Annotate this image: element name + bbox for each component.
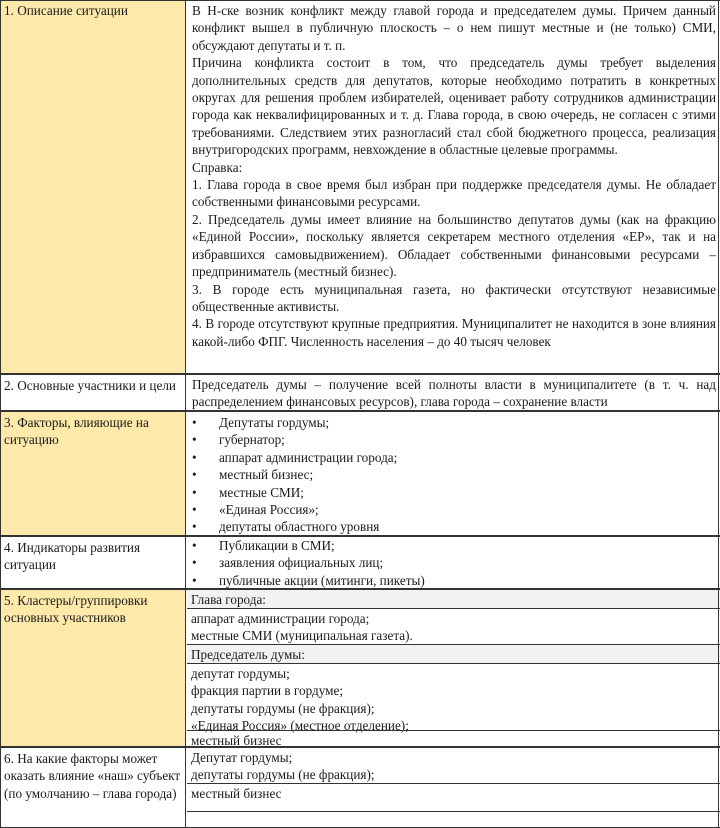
list-item: • местные СМИ; bbox=[192, 484, 304, 500]
cluster-member: аппарат администрации города; bbox=[191, 611, 370, 626]
row-divider bbox=[0, 373, 720, 375]
list-item: • «Единая Россия»; bbox=[192, 502, 319, 518]
clusters bbox=[187, 590, 720, 747]
table-row bbox=[0, 0, 720, 374]
reference-item: 1. Глава города в свое время был избран при поддержке председателя думы. Не обладает собственными финансовыми ресурсами. bbox=[192, 177, 716, 210]
cluster-member: «Единая Россия» (местное отделение); bbox=[191, 718, 409, 734]
bullet-icon: • bbox=[192, 519, 197, 535]
cluster-member: местный бизнес bbox=[191, 733, 282, 748]
cluster-member: депутат гордумы; bbox=[191, 666, 290, 681]
bullet-icon: • bbox=[192, 538, 197, 553]
list-item: • публичные акции (митинги, пикеты) bbox=[192, 572, 425, 588]
bullet-icon: • bbox=[192, 484, 197, 500]
bullet-icon: • bbox=[192, 502, 197, 518]
bullet-icon: • bbox=[192, 449, 197, 465]
bullet-icon: • bbox=[192, 415, 197, 430]
cluster-members bbox=[187, 609, 720, 644]
cluster-head: Председатель думы: bbox=[187, 645, 720, 663]
bullet-icon: • bbox=[192, 467, 197, 483]
bullet-icon: • bbox=[192, 572, 197, 588]
table-row bbox=[0, 375, 720, 411]
factors-list bbox=[187, 412, 720, 536]
reference-item: 2. Председатель думы имеет влияние на большинство депутатов думы (как на фракцию «Единой России», поскольку является секретарем местного отделения «ЕР», так и на избравшихся самовыдвижением). Обладает собственными финансовыми ресурсами – предприниматель (местный бизнес). bbox=[192, 211, 716, 280]
row-label: 5. Кластеры/группировки основных участников bbox=[0, 590, 186, 747]
list-item: • местный бизнес; bbox=[192, 467, 314, 483]
list-item: • губернатор; bbox=[192, 432, 285, 448]
paragraph: В Н-ске возник конфликт между главой города и председателем думы. Причем данный конфликт вышел в публичную плоскость – о нем пишут местные и (не только) СМИ, обсуждают депутаты и т. п. bbox=[192, 3, 716, 53]
influence-factors bbox=[187, 748, 720, 828]
row-label: 4. Индикаторы развития ситуации bbox=[0, 537, 186, 589]
indicators-list bbox=[187, 537, 720, 589]
row-label: 3. Факторы, влияющие на ситуацию bbox=[0, 412, 186, 536]
row-divider bbox=[0, 746, 720, 748]
paragraph: Причина конфликта состоит в том, что председатель думы требует выделения дополнительных средств для депутатов, которые необходимо потратить в конкретных округах для решения проблем избирателей, оценивает работу сотрудников администрации города как неквалифицированных и т. д. Глава города, в свою очередь, не согласен с этими требованиями. Следствием этих разногласий стал сбой бюджетного процесса, реализация внутригородских программ, невхождение в областные целевые программы. bbox=[192, 55, 716, 158]
table-row bbox=[0, 590, 720, 747]
list-item: • заявления официальных лиц; bbox=[192, 555, 384, 571]
row-divider bbox=[0, 588, 720, 590]
list-item: • аппарат администрации города; bbox=[192, 449, 398, 465]
participants-text: Председатель думы – получение всей полноты власти в муниципалитете (в т. ч. над распределением финансовых ресурсов), глава города – сохранение власти bbox=[192, 377, 716, 410]
situation-description bbox=[187, 0, 720, 374]
cluster-members bbox=[187, 664, 720, 734]
table-row bbox=[0, 412, 720, 536]
cluster-member: депутаты гордумы (не фракция); bbox=[191, 700, 375, 716]
bullet-icon: • bbox=[192, 555, 197, 571]
row-divider bbox=[0, 535, 720, 537]
table-row bbox=[0, 748, 720, 828]
row-divider bbox=[0, 410, 720, 412]
influence-item: Депутат гордумы; bbox=[191, 750, 293, 765]
list-item: • депутаты областного уровня bbox=[192, 519, 380, 535]
row-label: 6. На какие факторы может оказать влияние «наш» субъект (по умолчанию – глава города) bbox=[0, 748, 186, 828]
influence-item: депутаты гордумы (не фракция); bbox=[191, 767, 375, 783]
table-row bbox=[0, 537, 720, 589]
row-label: 2. Основные участники и цели bbox=[0, 375, 186, 411]
list-item: • Депутаты гордумы; bbox=[192, 415, 330, 430]
row-label: 1. Описание ситуации bbox=[0, 0, 186, 374]
cluster-head: Глава города: bbox=[187, 590, 720, 608]
bullet-icon: • bbox=[192, 432, 197, 448]
influence-group bbox=[187, 748, 720, 783]
cluster-member: фракция партии в гордуме; bbox=[191, 683, 343, 699]
cluster-member: местные СМИ (муниципальная газета). bbox=[191, 628, 413, 644]
influence-item: местный бизнес bbox=[191, 786, 282, 801]
reference-heading: Справка: bbox=[192, 159, 243, 175]
list-item: • Публикации в СМИ; bbox=[192, 538, 335, 553]
reference-item: 4. В городе отсутствуют крупные предприятия. Муниципалитет не находится в зоне влияния какой-либо ФПГ. Численность населения – до 40 тысяч человек bbox=[192, 316, 716, 349]
reference-item: 3. В городе есть муниципальная газета, но фактически отсутствуют независимые общественные активисты. bbox=[192, 281, 716, 314]
participants-goals bbox=[187, 375, 720, 411]
table-border bbox=[0, 0, 720, 1]
